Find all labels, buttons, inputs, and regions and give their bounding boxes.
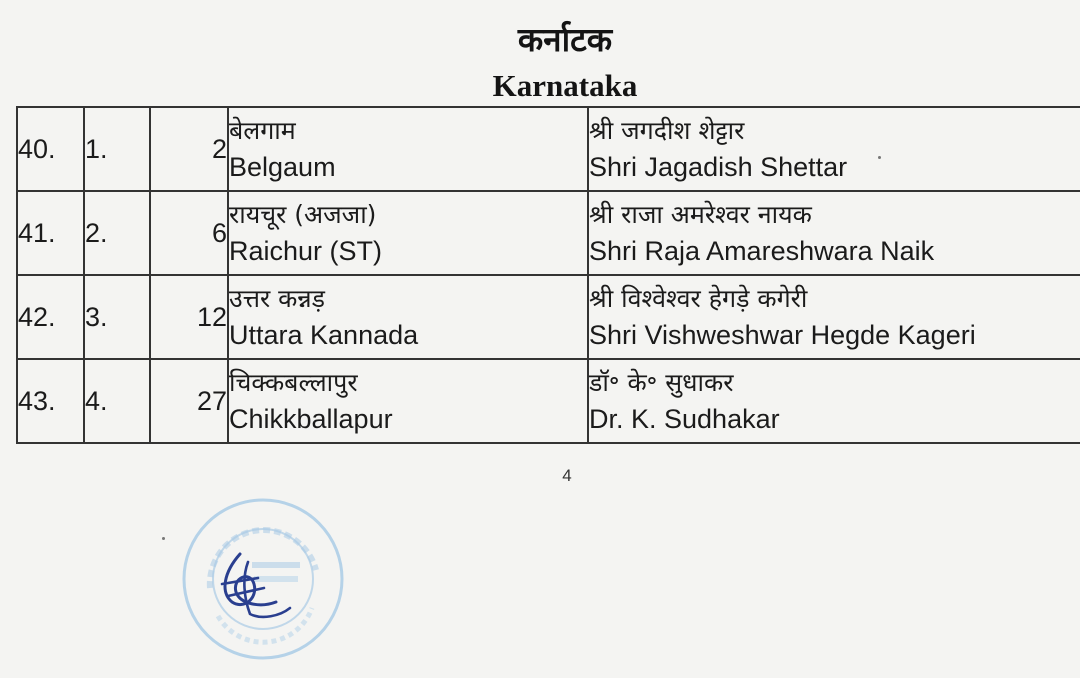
serial-number-cell: 41. (17, 191, 84, 275)
pc-number-cell: 12 (150, 275, 228, 359)
candidate-english: Shri Raja Amareshwara Naik (589, 236, 935, 266)
pc-number-cell: 2 (150, 107, 228, 191)
constituency-english: Belgaum (229, 152, 336, 182)
constituency-cell (228, 107, 588, 191)
state-serial-cell: 3. (84, 275, 150, 359)
candidate-cell (588, 107, 1080, 191)
constituency-cell (228, 191, 588, 275)
constituency-english: Chikkballapur (229, 404, 393, 434)
constituency-english: Uttara Kannada (229, 320, 419, 350)
state-heading-english: Karnataka (492, 68, 638, 103)
candidate-cell (588, 191, 1080, 275)
pc-number-cell: 6 (150, 191, 228, 275)
constituency-hindi: उत्तर कन्नड़ (229, 284, 325, 313)
scan-speck (878, 156, 881, 159)
candidate-english: Dr. K. Sudhakar (589, 404, 780, 434)
candidate-table (16, 106, 1080, 444)
constituency-hindi: बेलगाम (229, 116, 296, 145)
table-row (17, 275, 1080, 359)
candidate-cell (588, 359, 1080, 443)
candidate-hindi: डॉ॰ के॰ सुधाकर (589, 368, 734, 397)
candidate-cell (588, 275, 1080, 359)
constituency-cell (228, 275, 588, 359)
candidate-hindi: श्री जगदीश शेट्टार (589, 116, 745, 145)
scan-speck (162, 537, 165, 540)
constituency-hindi: रायचूर (अजजा) (229, 200, 377, 229)
candidate-english: Shri Jagadish Shettar (589, 152, 848, 182)
serial-number-cell: 43. (17, 359, 84, 443)
handwritten-signature (214, 548, 294, 626)
constituency-cell (228, 359, 588, 443)
pc-number-cell: 27 (150, 359, 228, 443)
page-number: 4 (562, 466, 572, 485)
candidate-hindi: श्री राजा अमरेश्वर नायक (589, 200, 812, 229)
constituency-english: Raichur (ST) (229, 236, 383, 266)
table-row (17, 359, 1080, 443)
serial-number-cell: 42. (17, 275, 84, 359)
table-row (17, 107, 1080, 191)
constituency-hindi: चिक्कबल्लापुर (229, 368, 358, 397)
table-row (17, 191, 1080, 275)
state-serial-cell: 4. (84, 359, 150, 443)
state-heading-hindi: कर्नाटक (517, 20, 613, 59)
state-serial-cell: 2. (84, 191, 150, 275)
candidate-hindi: श्री विश्वेश्वर हेगड़े कगेरी (589, 284, 808, 313)
state-serial-cell: 1. (84, 107, 150, 191)
serial-number-cell: 40. (17, 107, 84, 191)
candidate-english: Shri Vishweshwar Hegde Kageri (589, 320, 976, 350)
